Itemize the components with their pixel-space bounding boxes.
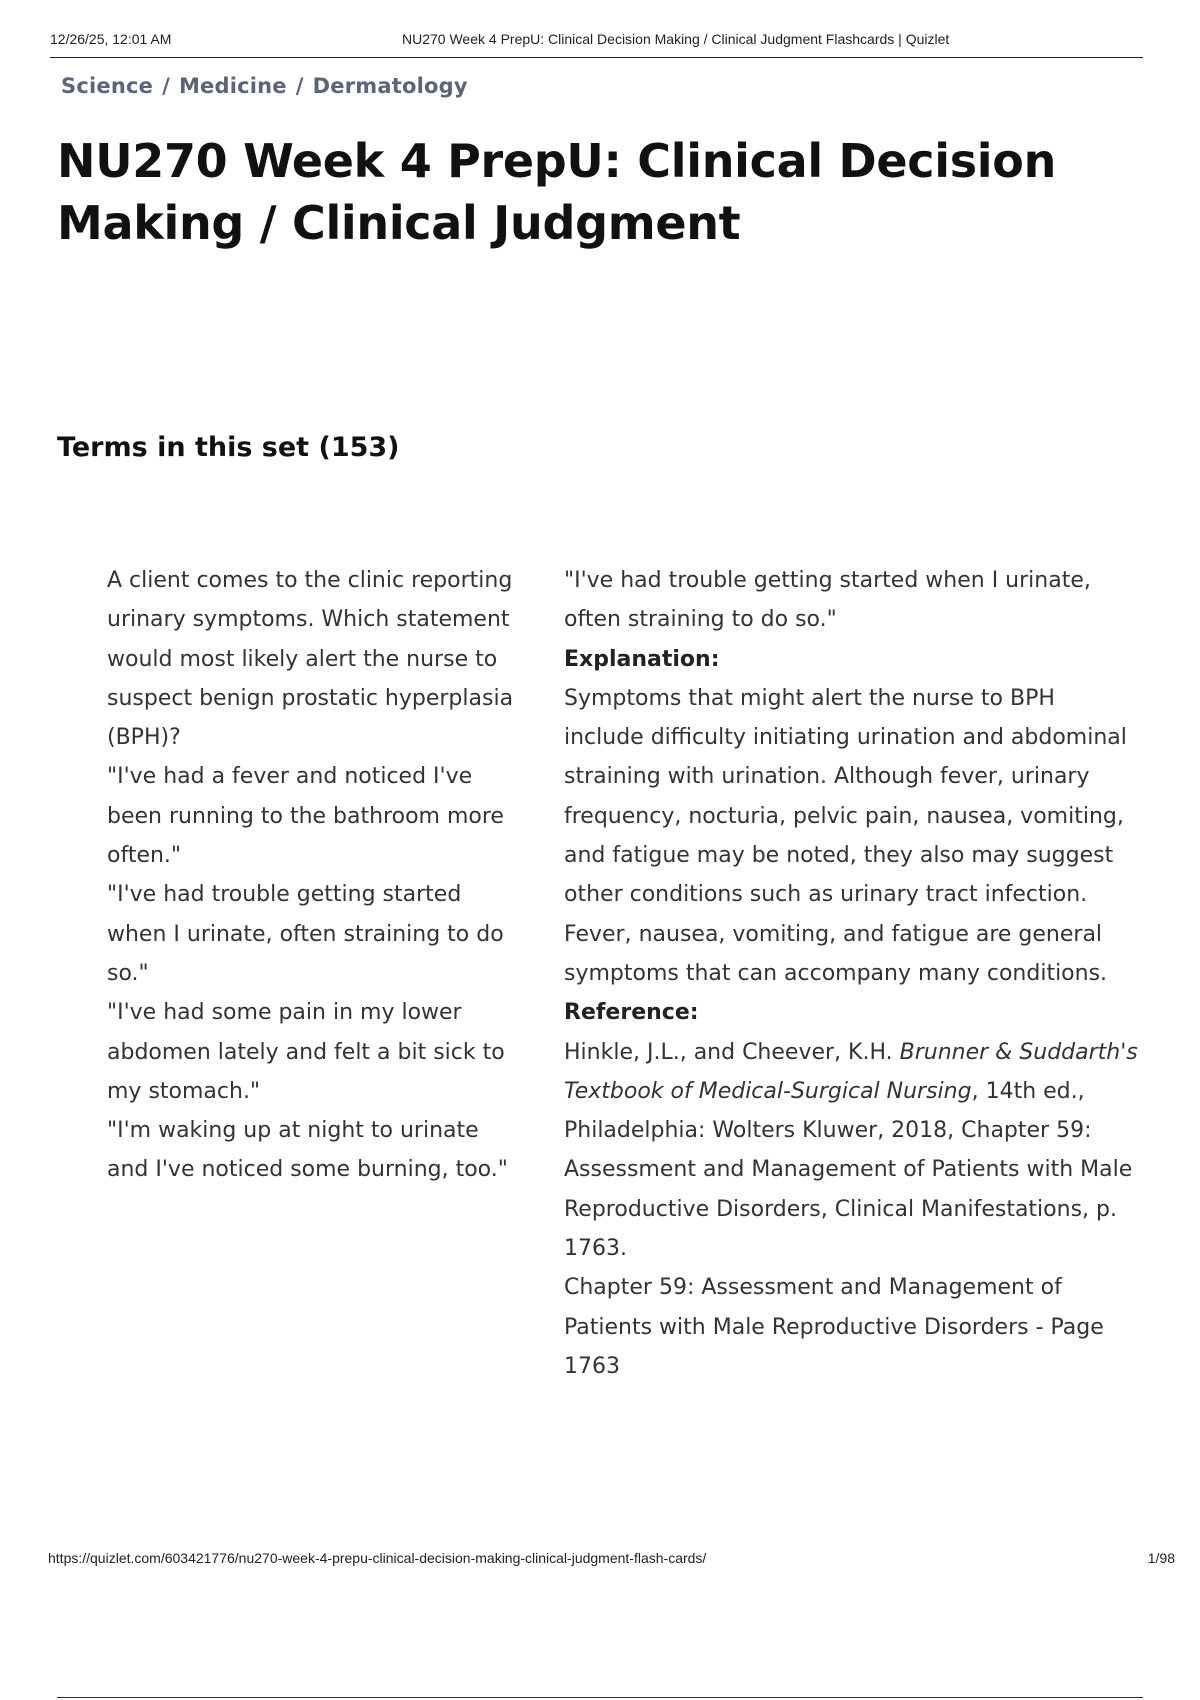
print-header bbox=[50, 29, 1143, 58]
breadcrumb-science[interactable]: Science bbox=[61, 74, 154, 98]
reference-text bbox=[564, 1033, 1139, 1269]
page-divider bbox=[57, 1697, 1143, 1698]
reference-book-title: Brunner & Suddarth's Textbook of Medical-Surgical Nursing bbox=[564, 1039, 1138, 1104]
breadcrumb-separator: / bbox=[295, 74, 304, 98]
flashcard-definition bbox=[564, 561, 1139, 1386]
page-url: https://quizlet.com/603421776/nu270-week-4-prepu-clinical-decision-making-clinical-judgment-flash-cards/ bbox=[48, 1550, 707, 1566]
terms-heading: Terms in this set (153) bbox=[57, 432, 400, 463]
answer-option: "I've had trouble getting started when I urinate, often straining to do so." bbox=[107, 882, 504, 986]
correct-answer: "I've had trouble getting started when I urinate, often straining to do so." bbox=[564, 568, 1091, 633]
reference-authors: Hinkle, J.L., and Cheever, K.H. bbox=[564, 1039, 900, 1065]
chapter-note: Chapter 59: Assessment and Management of Patients with Male Reproductive Disorders - Page 1763 bbox=[564, 1275, 1104, 1379]
print-date: 12/26/25, 12:01 AM bbox=[50, 31, 172, 47]
reference-label: Reference: bbox=[564, 1000, 699, 1026]
question-text: A client comes to the clinic reporting urinary symptoms. Which statement would most likely alert the nurse to suspect benign prostatic hyperplasia (BPH)? bbox=[107, 568, 514, 751]
explanation-label: Explanation: bbox=[564, 646, 720, 672]
breadcrumb bbox=[61, 74, 468, 98]
reference-details: , 14th ed., Philadelphia: Wolters Kluwer, 2018, Chapter 59: Assessment and Management of Patients with Male Reproductive Disorders, Clinical Manifestations, p. 1763. bbox=[564, 1078, 1133, 1262]
answer-option: "I've had some pain in my lower abdomen lately and felt a bit sick to my stomach." bbox=[107, 1000, 505, 1104]
breadcrumb-medicine[interactable]: Medicine bbox=[178, 74, 287, 98]
page-title: NU270 Week 4 PrepU: Clinical Decision Making / Clinical Judgment bbox=[57, 134, 1057, 250]
breadcrumb-separator: / bbox=[162, 74, 170, 98]
print-title: NU270 Week 4 PrepU: Clinical Decision Making / Clinical Judgment Flashcards | Quizlet bbox=[402, 31, 950, 47]
flashcard-term bbox=[107, 561, 517, 1190]
breadcrumb-dermatology[interactable]: Dermatology bbox=[312, 74, 468, 98]
answer-option: "I'm waking up at night to urinate and I've noticed some burning, too." bbox=[107, 1118, 508, 1183]
page-number: 1/98 bbox=[1147, 1550, 1175, 1566]
explanation-text: Symptoms that might alert the nurse to BPH include difficulty initiating urination and abdominal straining with urination. Although fever, urinary frequency, nocturia, pelvic pain, nausea, vomiting, and fatigue may be noted, they also may suggest other conditions such as urinary tract infection. Fever, nausea, vomiting, and fatigue are general symptoms that can accompany many conditions. bbox=[564, 685, 1127, 986]
answer-option: "I've had a fever and noticed I've been running to the bathroom more often." bbox=[107, 764, 504, 869]
